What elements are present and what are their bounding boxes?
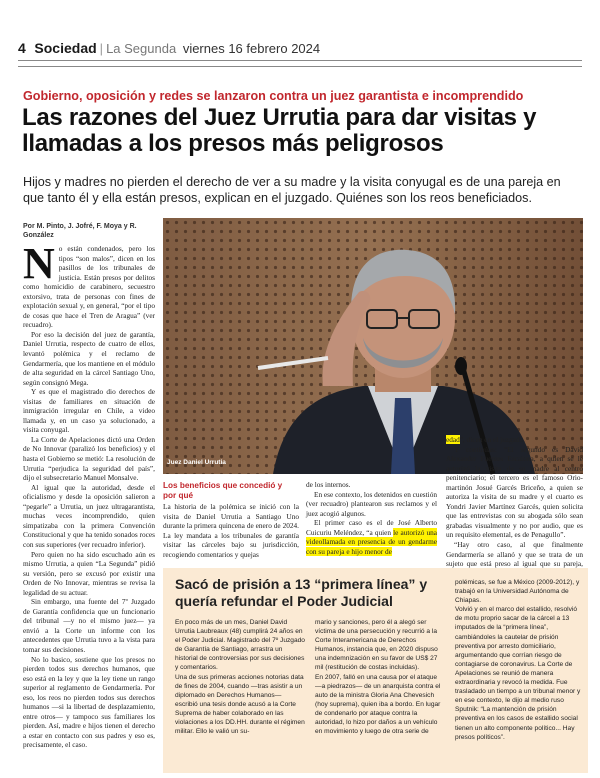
paragraph: “Hay otro caso, al que finalmente Gendarmería se allanó y que se trata de un sujeto que está preso al igual que su pareja, xyxy=(446,540,583,569)
paragraph: Por eso la decisión del juez de garantía, Daniel Urrutia, respecto de cuatro de ellos, levantó polémica y el reclamo de Gendarmería, que los mantiene en el módulo de alta seguridad en la cárcel Santiago Uno, según consignó Mega. xyxy=(23,329,155,387)
paragraph: Y continúan: “El segundo es David Alexander Fuentes Escalona, a quien se le autorizó la visita de su madre al centro penitenciario; el tercero es el famoso Orio-martinón Josué Garcés Briceño, a quien se autoriza la visita de su madre y el cuarto es Yondri Javier Martínez Garcés, quien solicita que las entrevistas con su abogada sólo sean grabadas visualmente y no por audio, que es un requisito elemental, es de Penagullo”. xyxy=(446,444,583,540)
subhead: Los beneficios que concedió y por qué xyxy=(163,481,283,500)
section-name: Sociedad xyxy=(34,40,97,56)
photo-caption: Juez Daniel Urrutia xyxy=(167,459,226,466)
page-header xyxy=(18,40,578,60)
paragraph xyxy=(306,518,437,556)
paragraph: Al igual que la autoridad, desde el oficialismo y desde la oposición salieron a “pegarle” a Urrutia, un juez ultragarantista, muchas veces incomprendido, quien simpatizaba con la primera Convención Constitucional y que ha tenido sonados roces con sus superiores (ver recuadro inferior). xyxy=(23,482,155,549)
box-column-2: mario y sanciones, pero él a alegó ser víctima de una persecución y recurrió a la Corte Interamericana de Derechos Humanos, instancia que, en 2020 dispuso una indemnización en su favor de US$ 27 mil (restitución de costas incluidas). En 2007, falló en una causa por el ataque —a piedrazos— de un anarquista contra el auto de la ministra Gloria Ana Chevesich (hoy suprema), quien iba a bordo. En lugar de condenarlo por ataque contra la autoridad, lo hizo por daños a un vehículo en movimiento y luego de otra serie de xyxy=(315,619,441,736)
paragraph: Pero quien no ha sido escuchado aún es mismo Urrutia, a quien “La Segunda” pidió su versión, pero se excusó por existir una Orden de No Innovar, mientras se revisa la legalidad de su actuar. xyxy=(23,549,155,597)
article-column-1 xyxy=(23,239,155,774)
dropcap: N xyxy=(23,239,55,288)
separator: | xyxy=(99,41,104,56)
highlighted-text: edad xyxy=(446,435,460,444)
paragraph: La historia de la polémica se inició con la visita de Daniel Urrutia a Santiago Uno durante la primera quincena de enero de 2024. La ley mandata a los tribunales de garantía visitar las cárceles bajo su jurisdicción, recogiendo comentarios y quejas xyxy=(163,502,299,559)
paragraph: La Corte de Apelaciones dictó una Orden de No Innovar (paralizó los beneficios) y el hasta el Gobierno se metió: La resolución de Urrutia “perjudica la seguridad del país”, dijo el subsecretario Manuel Monsalve. xyxy=(23,434,155,483)
header-rule-lower xyxy=(18,66,582,67)
paragraph: o están condenados, pero los tipos “son malos”, dicen en los pasillos de los tribunales de justicia. Están presos por delitos como homicidio de carabinero, secuestro extorsivo, trata de personas con fines de explotación sexual y, en general, “por el tipo de cosas que hace el Tren de Aragua” (ver recuadro). xyxy=(23,244,155,330)
deck: Hijos y madres no pierden el derecho de ver a su madre y la visita conyugal es de una pareja en que tanto él y ella están presos, explican en el juzgado. Quiénes son los reos beneficiados. xyxy=(23,175,561,205)
paragraph-text: ”, dicen en el juzgado. xyxy=(459,435,526,444)
paragraph xyxy=(446,435,583,445)
article-column-4 xyxy=(446,435,583,569)
sidebar-box xyxy=(163,568,588,773)
box-column-1: En poco más de un mes, Daniel David Urrutia Laubreaux (48) cumplirá 24 años en el Poder Judicial. Magistrado del 7º Juzgado de Garantía de Santiago, arrastra un historial de controversias por sus decisiones y comentarios. Una de sus primeras acciones notorias data de fines de 2004, cuando —tras asistir a un diplomado en Derechos Humanos— escribió una tesis donde acusó a la Corte Suprema de haber colaborado en las violaciones a los DD.HH. durante el régimen militar. Ello le valió un su- xyxy=(175,619,305,736)
article-column-2 xyxy=(163,502,299,564)
issue-date: viernes 16 febrero 2024 xyxy=(182,41,321,56)
box-title: Sacó de prisión a 13 “primera línea” y quería refundar el Poder Judicial xyxy=(175,576,428,609)
byline: Por M. Pinto, J. Jofré, F. Moya y R. González xyxy=(23,223,137,239)
paragraph-text: El primer caso es el de José Alberto Cuicuriu Meléndez, “a quien xyxy=(306,518,437,537)
headline: Las razones del Juez Urrutia para dar visitas y llamadas a los presos más peligrosos xyxy=(22,104,537,157)
paragraph: No lo basico, sostiene que los presos no pierden todos sus derechos humanos, que eso está en la ley y que la ley tiene un rango superior al reglamento de Gendarmería. Por eso, los reos no pierden todos sus derechos humanos —si la libertad de desplazamiento, entre otros— y tampoco sus familiares los pierden. Así, madre e hijos tienen el derecho a estar en contacto con sus padres y eso es, precisamente, el caso. xyxy=(23,654,155,750)
highlighted-text: le autorizó una videollamada en presencia de un gendarme con su pareja e hijo menor de xyxy=(306,527,437,556)
paragraph: En ese contexto, los detenidos en cuestión (ver recuadro) plantearon sus reclamos y el juez acogió algunos. xyxy=(306,489,438,518)
paragraph: de los internos. xyxy=(306,480,351,489)
box-column-3: polémicas, se fue a México (2009-2012), y trabajó en la Universidad Autónoma de Chiapas. Volvió y en el marco del estallido, resolvió de motu proprio sacar de la cárcel a 13 imputados de la “primera línea”, cambiándoles la cautelar de prisión preventiva por arresto domiciliario, argumentando que corrían riesgo de contagiarse de coronavirus. La Corte de Apelaciones se reunió de manera extraordinaria y revocó la medida. Fue trasladado un tiempo a un tribunal menor y en ese contexto, le dijo al medio ruso Sputnik: “La mantención de prisión preventiva en los casos de estallido social tienen un alto componente político... Hay presos políticos”. xyxy=(455,579,581,741)
paragraph: Y es que el magistrado dio derechos de visitas de familiares en situación de inmigración irregular en Chile, a video llamada y, en un caso ya solucionado, a visita conyugal. xyxy=(23,387,155,435)
newspaper-name: La Segunda xyxy=(106,41,177,56)
page-number: 4 xyxy=(18,40,26,56)
article-column-3 xyxy=(306,480,437,564)
paragraph: Sin embargo, una fuente del 7º Juzgado de Garantía confidencia que un funcionario del tribunal —y no el mismo juez— ya envió a la Corte un informe con los antecedentes que Urrutia tuvo a la vista para tomar sus decisiones. xyxy=(23,597,155,654)
header-rule xyxy=(18,60,582,61)
kicker: Gobierno, oposición y redes se lanzaron contra un juez garantista e incomprendido xyxy=(23,89,524,103)
